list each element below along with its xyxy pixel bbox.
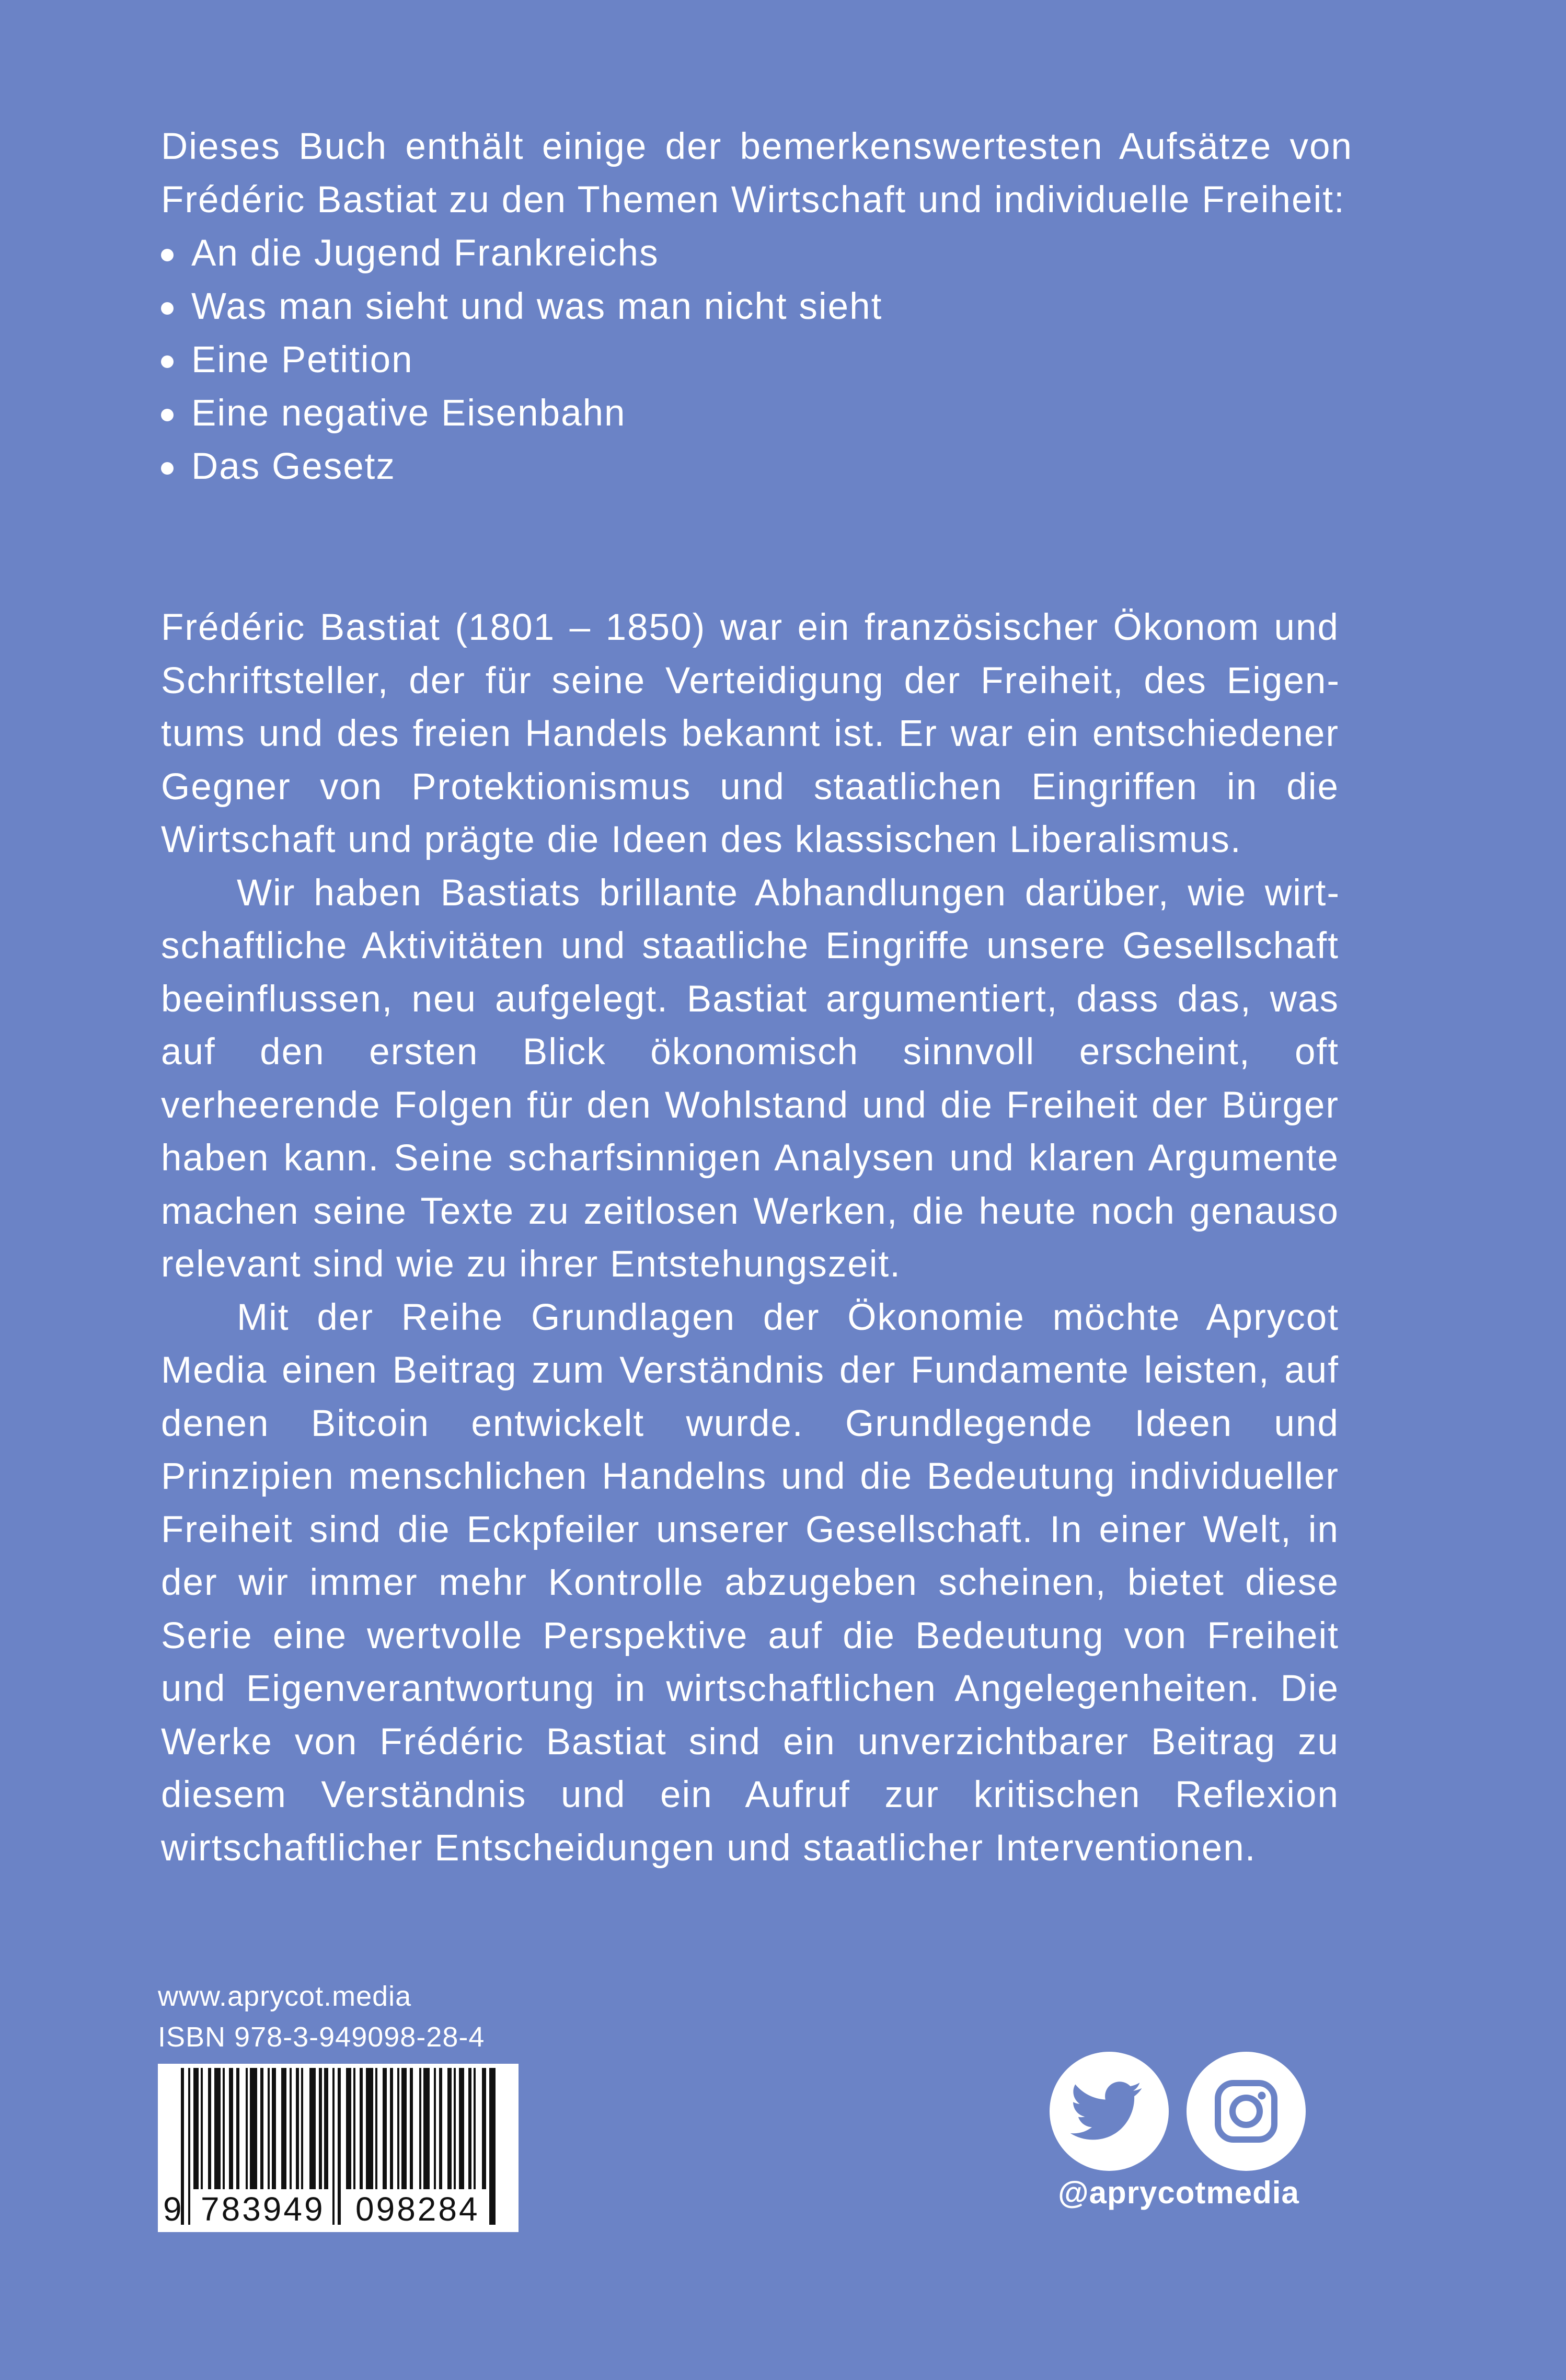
barcode-bar bbox=[434, 2068, 436, 2189]
twitter-button[interactable] bbox=[1050, 2052, 1169, 2171]
barcode-bar bbox=[454, 2068, 456, 2189]
barcode-bar bbox=[301, 2068, 303, 2189]
barcode-bar bbox=[214, 2068, 221, 2189]
barcode-bar bbox=[474, 2068, 476, 2189]
isbn-number: ISBN 978-3-949098-28-4 bbox=[158, 2021, 485, 2053]
barcode-bar bbox=[193, 2068, 199, 2189]
barcode-bar bbox=[309, 2068, 316, 2189]
instagram-icon bbox=[1187, 2052, 1306, 2171]
barcode-bar bbox=[236, 2068, 239, 2189]
barcode-bar bbox=[410, 2068, 413, 2189]
barcode-bar bbox=[482, 2068, 486, 2189]
list-item: An die Jugend Frankreichs bbox=[161, 227, 1353, 280]
barcode-bar bbox=[390, 2068, 393, 2189]
barcode-bar bbox=[281, 2068, 286, 2189]
content-paragraph: Wir haben Bastiats brillante Abhandlungen darüber, wie wirtschaftliche Aktivitäten und staatliche Eingriffe unsere Gesellschaft beeinflussen, neu aufgelegt. Bastiat argumentiert, dass das, was auf den ersten Blick ökonomisch sinnvoll erscheint, oft verheerende Folgen für den Wohlstand und die Freiheit der Bürger haben kann. Seine scharfsinnigen Analysen und klaren Argumente machen seine Texte zu zeitlosen Werken, die heute noch genauso relevant sind wie zu ihrer Entstehungszeit. bbox=[161, 872, 1339, 1285]
barcode bbox=[158, 2064, 519, 2232]
social-block bbox=[1045, 2052, 1317, 2219]
barcode-digits-right: 098284 bbox=[355, 2190, 480, 2228]
barcode-bar bbox=[419, 2068, 421, 2189]
barcode-bar bbox=[375, 2068, 377, 2189]
barcode-bar bbox=[383, 2068, 387, 2189]
barcode-bar bbox=[272, 2068, 276, 2189]
imprint bbox=[158, 1976, 485, 2057]
barcode-bar bbox=[353, 2068, 355, 2189]
barcode-bar bbox=[268, 2068, 270, 2189]
barcode-bar bbox=[290, 2068, 292, 2189]
bullet-icon bbox=[161, 409, 174, 421]
social-handle[interactable]: @aprycotmedia bbox=[1058, 2175, 1299, 2210]
bullet-icon bbox=[161, 302, 174, 315]
barcode-bar bbox=[468, 2068, 471, 2189]
barcode-bar bbox=[447, 2068, 452, 2189]
barcode-bar bbox=[360, 2068, 363, 2189]
instagram-button[interactable] bbox=[1187, 2052, 1306, 2171]
list-item: Das Gesetz bbox=[161, 440, 1353, 493]
barcode-bar bbox=[296, 2068, 299, 2189]
barcode-bar bbox=[223, 2068, 225, 2189]
description-section bbox=[161, 601, 1339, 1875]
list-item: Eine negative Eisenbahn bbox=[161, 387, 1353, 440]
barcode-digits bbox=[158, 2188, 519, 2230]
essay-list bbox=[161, 227, 1353, 493]
list-item: Eine Petition bbox=[161, 334, 1353, 387]
barcode-bar bbox=[201, 2068, 203, 2189]
bullet-icon bbox=[161, 462, 174, 475]
barcode-bar bbox=[397, 2068, 399, 2189]
barcode-bar bbox=[324, 2068, 328, 2189]
author-paragraph: Frédéric Bastiat (1801 – 1850) war ein französischer Ökonom und Schriftsteller, der für seine Verteidigung der Freiheit, des Eigentums und des freien Handels bekannt ist. Er war ein entschiedener Gegner von Protektionismus und staatlichen Eingriffen in die Wirtschaft und prägte die Ideen des klassischen Liberalismus. bbox=[161, 607, 1339, 860]
barcode-bar bbox=[246, 2068, 248, 2189]
bullet-icon bbox=[161, 249, 174, 261]
website-url[interactable]: www.aprycot.media bbox=[158, 1981, 412, 2012]
barcode-bar bbox=[366, 2068, 373, 2189]
series-paragraph: Mit der Reihe Grundlagen der Ökonomie möchte Aprycot Media einen Beitrag zum Verständnis der Fundamente leisten, auf denen Bitcoin entwickelt wurde. Grundlegende Ideen und Prinzipien menschlichen Handelns und die Bedeutung individueller Freiheit sind die Eckpfeiler unserer Gesellschaft. In einer Welt, in der wir immer mehr Kontrolle abzugeben scheinen, bietet diese Serie eine wertvolle Perspektive auf die Bedeutung von Freiheit und Eigenverantwortung in wirtschaftlichen Angelegenheiten. Die Werke von Frédéric Bastiat sind ein unverzichtbarer Beitrag zu diesem Verständnis und ein Aufruf zur kritischen Reflexion wirtschaftlicher Entscheidungen und staatlicher Interventionen. bbox=[161, 1296, 1339, 1869]
bullet-icon bbox=[161, 355, 174, 368]
list-item: Was man sieht und was man nicht sieht bbox=[161, 280, 1353, 334]
barcode-bar bbox=[319, 2068, 322, 2189]
barcode-bar bbox=[423, 2068, 430, 2189]
barcode-bar bbox=[229, 2068, 233, 2189]
barcode-bar bbox=[208, 2068, 211, 2189]
intro-text: Dieses Buch enthält einige der bemerkenswertesten Aufsätze von Frédéric Bastiat zu den Themen Wirtschaft und individuelle Freiheit: bbox=[161, 126, 1353, 221]
intro-section bbox=[161, 120, 1353, 493]
barcode-bar bbox=[346, 2068, 351, 2189]
barcode-bar bbox=[250, 2068, 257, 2189]
barcode-bar bbox=[260, 2068, 263, 2189]
barcode-bar bbox=[459, 2068, 464, 2189]
twitter-bird-icon bbox=[1050, 2052, 1169, 2171]
barcode-digits-left: 783949 bbox=[201, 2190, 325, 2228]
barcode-digit-first: 9 bbox=[163, 2190, 182, 2228]
barcode-bar bbox=[401, 2068, 407, 2189]
barcode-bar bbox=[439, 2068, 442, 2189]
